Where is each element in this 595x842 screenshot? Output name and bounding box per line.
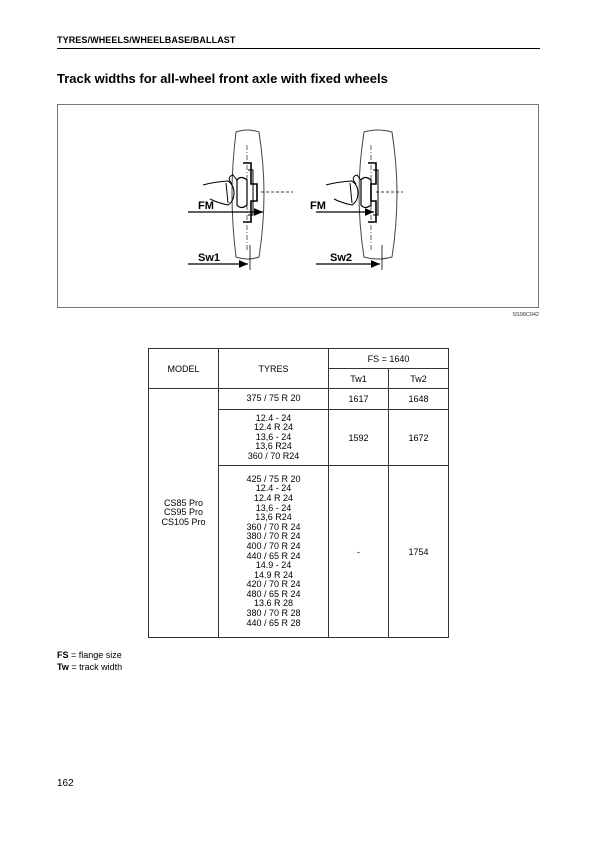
tw1-cell: 1617 [329,389,389,410]
tyre-size: 14.9 - 24 [255,560,292,571]
tyre-size: 12.4 - 24 [255,412,292,423]
header-flange-size: FS = 1640 [329,349,449,369]
tyre-size: 13,6 - 24 [255,431,292,442]
abbreviation-legend [57,649,122,673]
tyre-size: 425 / 75 R 20 [246,473,301,484]
right-sw-label: Sw2 [330,252,353,264]
model-cell [149,389,219,638]
header-tw2: Tw2 [389,369,449,389]
page-title: Track widths for all-wheel front axle with fixed wheels [57,71,388,86]
tyre-size: 400 / 70 R 24 [246,540,301,551]
track-width-table [148,348,449,638]
tyre-size: 480 / 65 R 24 [246,588,301,599]
tyre-size: 360 / 70 R24 [247,450,300,461]
tyre-size: 12.4 - 24 [255,483,292,494]
wheel-track-diagram [57,104,539,308]
tw2-cell: 1672 [389,410,449,466]
figure-code: SS98C042 [512,312,539,318]
tyre-size: 14.9 R 24 [253,569,294,580]
left-fm-label: FM [198,200,214,212]
tyre-size: 13,6 R24 [255,441,292,452]
right-fm-label: FM [310,200,326,212]
model-name: CS105 Pro [161,516,206,527]
table-row [149,389,449,410]
tyre-size: 12.4 R 24 [253,492,294,503]
section-header: TYRES/WHEELS/WHEELBASE/BALLAST [57,35,540,49]
tyre-size: 13.6 R 28 [253,598,294,609]
tyre-size: 440 / 65 R 24 [246,550,301,561]
legend-text: = track width [68,662,123,672]
tyre-size: 13,6 - 24 [255,502,292,513]
tyre-size: 375 / 75 R 20 [246,393,301,404]
tyre-size: 420 / 70 R 24 [246,579,301,590]
model-name: CS95 Pro [163,507,204,518]
legend-abbr: Tw [57,662,69,672]
wheel-diagram-svg [58,105,540,309]
legend-item [57,649,122,661]
tyre-size: 12.4 R 24 [253,422,294,433]
tyre-size: 380 / 70 R 24 [246,531,301,542]
header-tyres: TYRES [219,349,329,389]
header-model: MODEL [149,349,219,389]
header-tw1: Tw1 [329,369,389,389]
legend-item [57,661,122,673]
tyre-size: 380 / 70 R 28 [246,608,301,619]
tw2-cell: 1648 [389,389,449,410]
tyre-cell [219,410,329,466]
tyre-cell [219,389,329,410]
legend-abbr: FS [57,650,69,660]
tyre-cell [219,466,329,638]
left-sw-label: Sw1 [198,252,221,264]
tw2-cell: 1754 [389,466,449,638]
page-number: 162 [57,778,74,789]
tw1-cell: - [329,466,389,638]
right-wheel-assembly [316,130,403,270]
legend-text: = flange size [68,650,122,660]
tyre-size: 440 / 65 R 28 [246,617,301,628]
tw1-cell: 1592 [329,410,389,466]
tyre-size: 360 / 70 R 24 [246,521,301,532]
tyre-size: 13,6 R24 [255,512,292,523]
model-name: CS85 Pro [163,497,204,508]
